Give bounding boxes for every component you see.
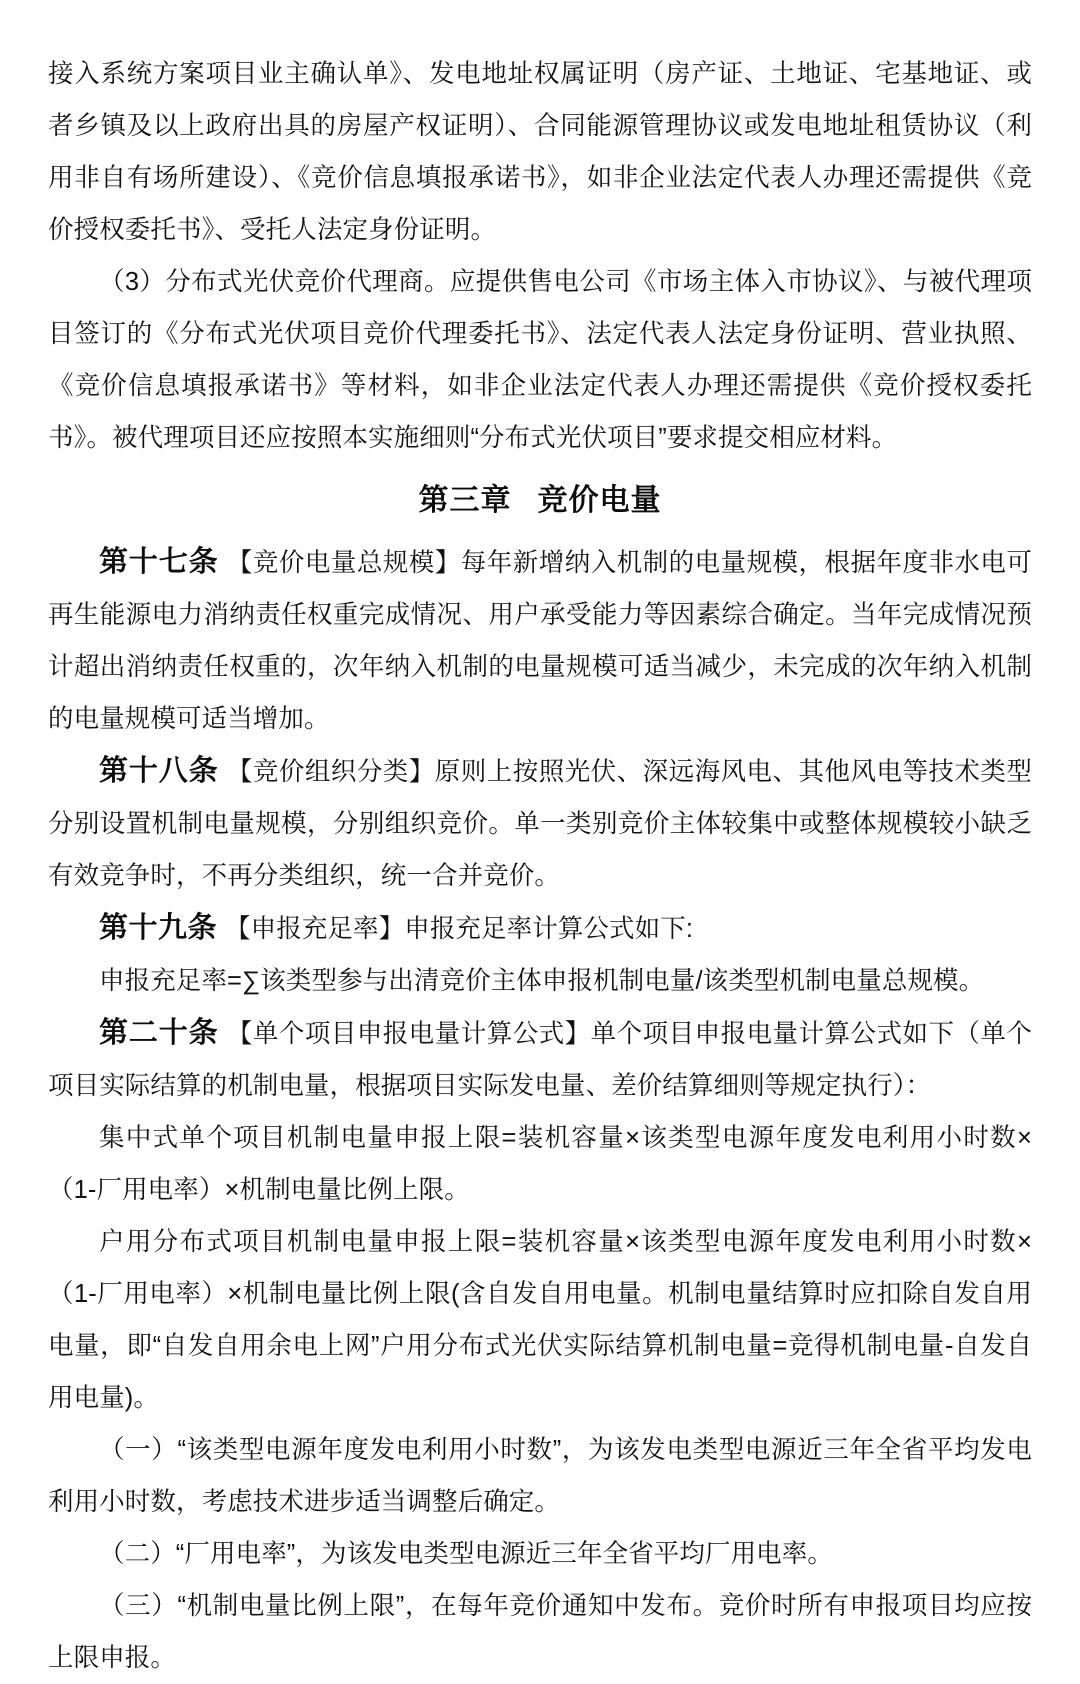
formula-centralized-project: 集中式单个项目机制电量申报上限=装机容量×该类型电源年度发电利用小时数×（1-厂用电率）×机制电量比例上限。	[48, 1124, 1032, 1204]
paragraph-continuation: 接入系统方案项目业主确认单》、发电地址权属证明（房产证、土地证、宅基地证、或者乡镇及以上政府出具的房屋产权证明）、合同能源管理协议或发电地址租赁协议（利用非自有场所建设）、《竞价信息填报承诺书》，如非企业法定代表人办理还需提供《竞价授权委托书》、受托人法定身份证明。	[48, 60, 1032, 244]
enumerated-item-1: （一）“该类型电源年度发电利用小时数”，为该发电类型电源近三年全省平均发电利用小时数，考虑技术进步适当调整后确定。	[48, 1436, 1032, 1516]
article-17-tag: 【竞价电量总规模】	[226, 549, 461, 577]
article-18	[48, 745, 1032, 902]
article-19-number: 第十九条	[99, 912, 218, 944]
article-20-body: 单个项目申报电量计算公式如下（单个项目实际结算的机制电量，根据项目实际发电量、差价结算细则等规定执行）：	[48, 1020, 1032, 1100]
formula-household-distributed: 户用分布式项目机制电量申报上限=装机容量×该类型电源年度发电利用小时数×（1-厂用电率）×机制电量比例上限(含自发自用电量。机制电量结算时应扣除自发自用电量，即“自发自用余电上网”户用分布式光伏实际结算机制电量=竞得机制电量-自发自用电量)。	[48, 1228, 1032, 1412]
chapter-title-text: 竞价电量	[537, 484, 662, 517]
formula-adequacy-rate: 申报充足率=∑该类型参与出清竞价主体申报机制电量/该类型机制电量总规模。	[99, 967, 985, 995]
article-17-number: 第十七条	[99, 546, 219, 578]
article-20	[48, 1007, 1032, 1112]
article-18-tag: 【竞价组织分类】	[226, 758, 435, 786]
enumerated-item-2: （二）“厂用电率”，为该发电类型电源近三年全省平均厂用电率。	[99, 1540, 833, 1568]
article-20-number: 第二十条	[99, 1017, 219, 1049]
article-18-number: 第十八条	[99, 755, 219, 787]
article-20-tag: 【单个项目申报电量计算公式】	[226, 1020, 591, 1048]
chapter-heading	[48, 470, 1032, 532]
enumerated-item-3: （三）“机制电量比例上限”，在每年竞价通知中发布。竞价时所有申报项目均应按上限申报。	[48, 1592, 1032, 1672]
article-17	[48, 536, 1032, 745]
document-body	[48, 48, 1032, 1684]
article-19-tag: 【申报充足率】	[225, 915, 405, 943]
article-19-body: 申报充足率计算公式如下:	[404, 915, 694, 943]
paragraph-item-3: （3）分布式光伏竞价代理商。应提供售电公司《市场主体入市协议》、与被代理项目签订的《分布式光伏项目竞价代理委托书》、法定代表人法定身份证明、营业执照、《竞价信息填报承诺书》等材料，如非企业法定代表人办理还需提供《竞价授权委托书》。被代理项目还应按照本实施细则“分布式光伏项目”要求提交相应材料。	[48, 268, 1032, 452]
article-19	[48, 902, 1032, 955]
chapter-number: 第三章	[418, 484, 512, 517]
article-18-body: 原则上按照光伏、深远海风电、其他风电等技术类型分别设置机制电量规模，分别组织竞价。单一类别竞价主体较集中或整体规模较小缺乏有效竞争时，不再分类组织，统一合并竞价。	[48, 758, 1032, 890]
article-17-body: 每年新增纳入机制的电量规模，根据年度非水电可再生能源电力消纳责任权重完成情况、用户承受能力等因素综合确定。当年完成情况预计超出消纳责任权重的，次年纳入机制的电量规模可适当减少，未完成的次年纳入机制的电量规模可适当增加。	[48, 549, 1032, 733]
